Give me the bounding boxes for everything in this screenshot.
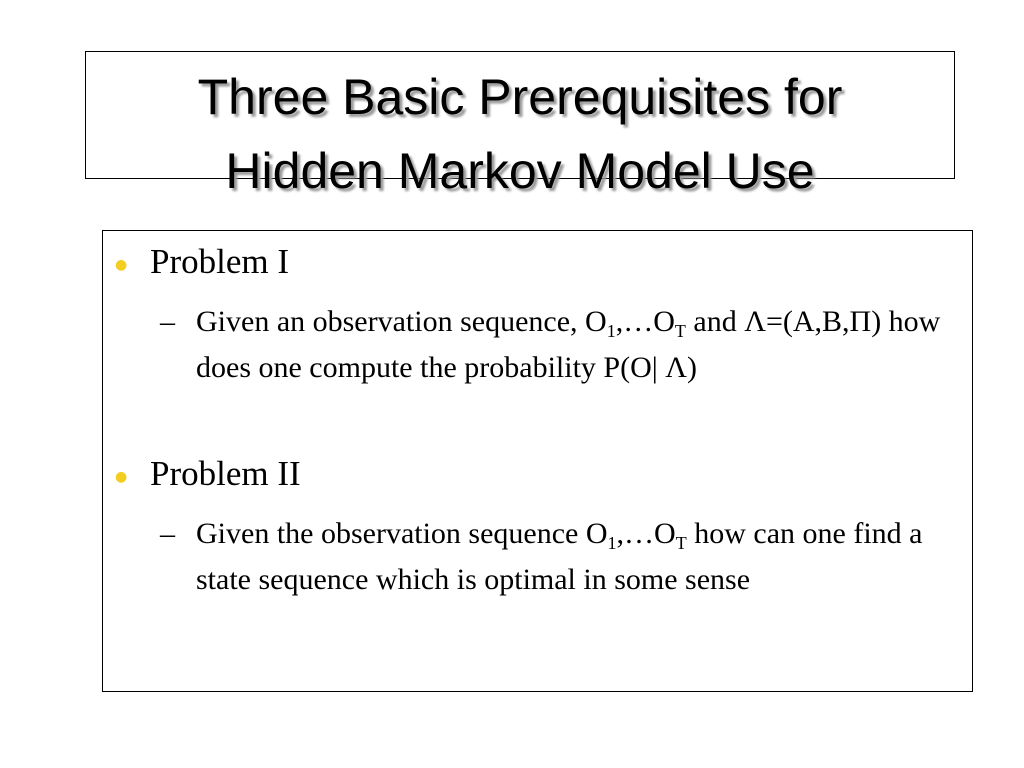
subscript: T — [674, 321, 686, 341]
detail-text-part: Given the observation sequence O — [196, 517, 608, 550]
title-line-2: Hidden Markov Model Use — [225, 143, 815, 199]
subscript: 1 — [607, 533, 617, 553]
bullet-icon: ● — [115, 257, 128, 273]
detail-text-part: how can one find a state sequence which is optimal in some sense — [196, 517, 923, 596]
problem-1-heading: Problem I — [150, 242, 290, 281]
slide-title — [85, 60, 955, 208]
subscript: T — [675, 533, 687, 553]
detail-text-part: ,…O — [615, 305, 675, 338]
detail-text-part: ,…O — [616, 517, 676, 550]
problem-2-detail-text — [196, 511, 950, 603]
dash-marker: – — [160, 517, 175, 550]
problem-2-detail — [160, 511, 950, 603]
problem-1-detail-text — [196, 299, 950, 391]
subscript: 1 — [606, 321, 616, 341]
detail-text-part: Given an observation sequence, O — [196, 305, 607, 338]
detail-text-part: and Λ=(A,B,Π) how does one compute the probability P(O| Λ) — [196, 305, 941, 384]
problem-1-detail — [160, 299, 950, 391]
bullet-icon: ● — [115, 469, 128, 485]
problem-2-heading: Problem II — [150, 454, 301, 493]
dash-marker: – — [160, 305, 175, 338]
title-line-1: Three Basic Prerequisites for — [197, 69, 843, 125]
